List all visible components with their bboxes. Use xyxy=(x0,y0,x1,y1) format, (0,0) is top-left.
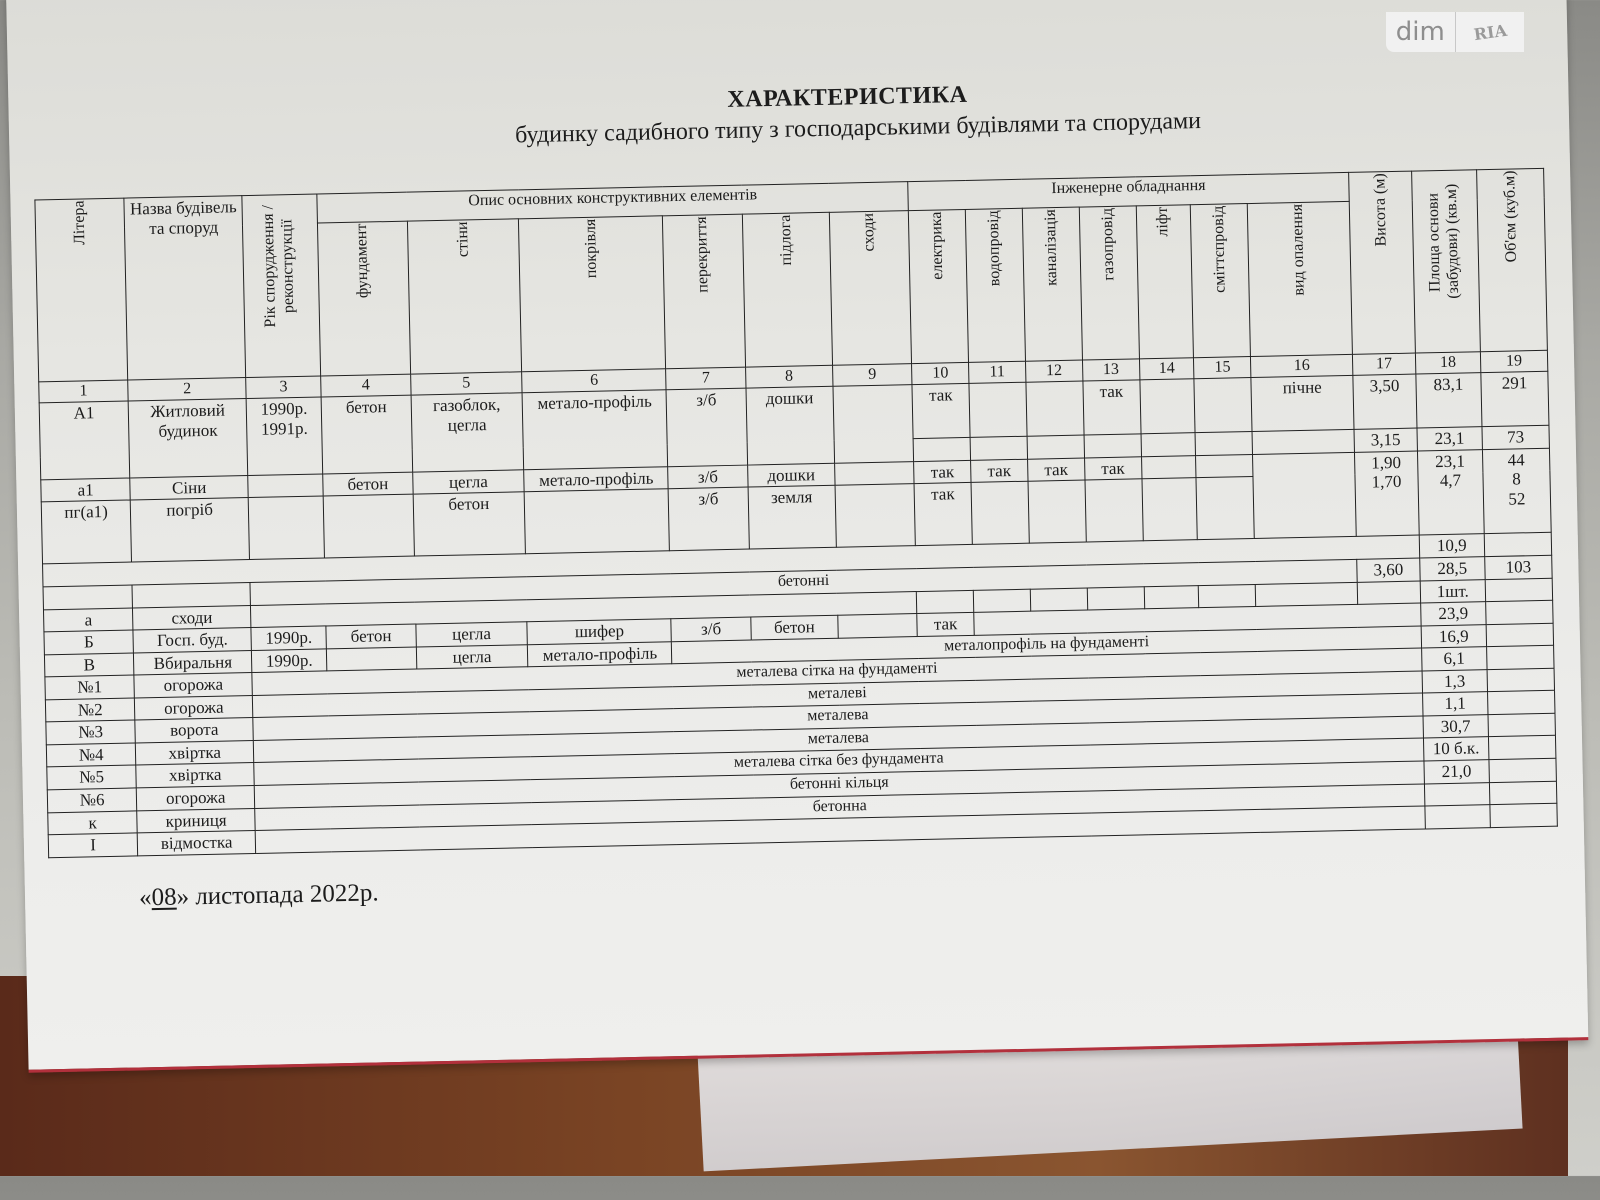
table-row: В Вбиральня 1990р. цегла метало-профіль металопрофіль на фундаменті 16,9 xyxy=(44,623,1553,677)
column-number-row: 1 2 3 4 5 6 7 8 9 10 11 12 13 14 15 16 17 18 19 xyxy=(39,350,1548,403)
group-header-engineering: Інженерне обладнання xyxy=(908,172,1349,210)
header-area: Площа основи (забудови) (кв.м) xyxy=(1411,170,1480,353)
group-header-construction: Опис основних конструктивних елементів xyxy=(317,182,908,223)
header-garbage: сміттєпровід xyxy=(1191,204,1251,358)
header-flooring: підлога xyxy=(742,212,832,367)
dimria-watermark xyxy=(1386,12,1524,52)
header-roof: покрівля xyxy=(519,216,666,372)
table-row: бетонні 3,60 28,5 103 xyxy=(43,555,1552,609)
header-electric: електрика xyxy=(909,209,969,363)
header-foundation: фундамент xyxy=(318,221,411,376)
table-row: Б Госп. буд. 1990р. бетон цегла шифер з/б бетон так 23,9 xyxy=(44,600,1553,654)
document-date: «08» листопада 2022р. xyxy=(138,879,379,912)
header-lift: ліфт xyxy=(1136,205,1194,359)
dim-logo-text: dim xyxy=(1386,12,1456,52)
document-body xyxy=(32,70,1558,912)
table-row: к криниця бетонна xyxy=(48,781,1557,835)
header-name: Назва будівель та споруд xyxy=(124,196,246,380)
date-day: 08 xyxy=(151,883,177,912)
table-row: а сходи 1шт. xyxy=(43,578,1552,632)
table-row: А1 Житловий будинок 1990р. 1991р. бетон газоблок, цегла метало-профіль з/б дошки так так пічне 3,50 83,1 291 xyxy=(39,372,1549,458)
header-gas: газопровід xyxy=(1079,206,1139,360)
document-sheet xyxy=(6,0,1588,1073)
header-sewer: каналізація xyxy=(1022,207,1082,361)
characteristics-table xyxy=(34,168,1557,858)
table-row: 10,9 xyxy=(43,533,1552,587)
table-row: №1 огорожа металева сітка на фундаменті 6,1 xyxy=(45,645,1554,699)
table-row: №5 хвіртка металева сітка без фундамента 10 б.к. xyxy=(47,736,1556,790)
table-row: пг(а1) погріб бетон з/б земля так xyxy=(41,471,1551,565)
header-walls: стіни xyxy=(407,219,522,374)
document-subtitle: будинку садибного типу з господарськими будівлями та спорудами xyxy=(514,108,1202,149)
header-litera: Літера xyxy=(35,198,128,382)
header-heating: вид опалення xyxy=(1248,201,1353,356)
table-row: 3,15 23,1 73 xyxy=(40,426,1549,480)
header-height: Висота (м) xyxy=(1349,171,1416,354)
table-row: №4 хвіртка металева 30,7 xyxy=(46,713,1555,767)
document-title: ХАРАКТЕРИСТИКА xyxy=(727,81,968,113)
table-row: І відмостка xyxy=(48,803,1557,857)
header-floor-slab: перекриття xyxy=(663,214,745,369)
table-row: №3 ворота металева 1,1 xyxy=(46,691,1555,745)
table-row: №2 огорожа металеві 1,3 xyxy=(45,668,1554,722)
header-water: водопровід xyxy=(965,208,1025,362)
ria-logo-icon: RIA xyxy=(1471,20,1508,44)
header-volume: Об'єм (куб.м) xyxy=(1476,168,1547,351)
table-row: а1 Сіни бетон цегла метало-профіль з/б дошки так так так так 1,90 1,70 23,1 4,7 44 8 52 xyxy=(41,448,1550,502)
header-stairs: сходи xyxy=(829,211,911,366)
table-row: №6 огорожа бетонні кільця 21,0 xyxy=(47,758,1556,812)
header-year: Рік спорудження / реконструкції xyxy=(242,194,321,378)
